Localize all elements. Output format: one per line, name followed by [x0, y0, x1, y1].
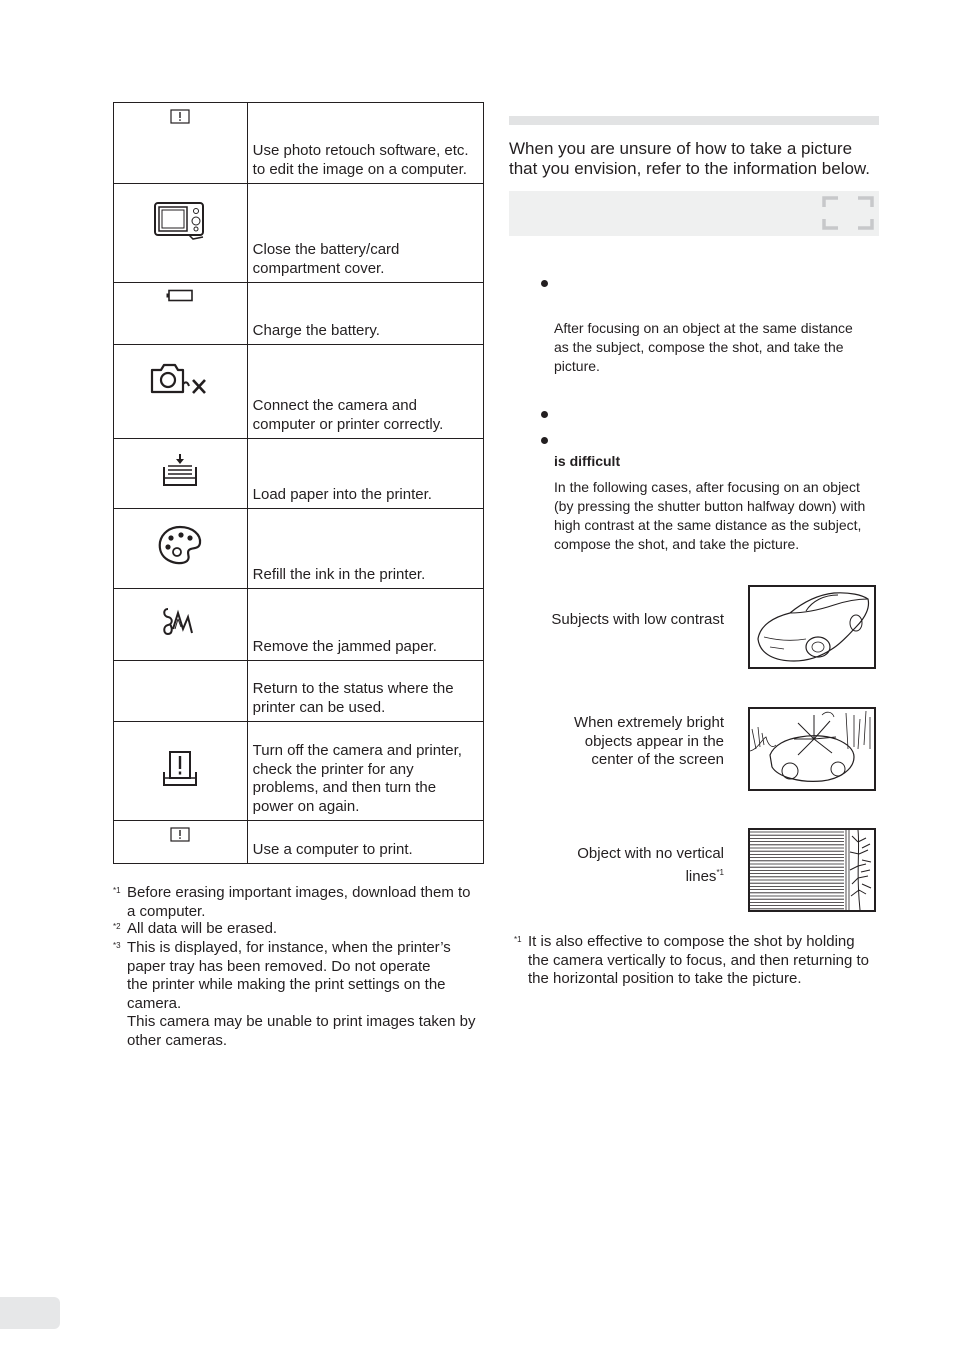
footnote-line: This camera may be unable to print images taken by — [127, 1013, 476, 1030]
icon-cell — [114, 184, 248, 283]
tip-line: (by pressing the shutter button halfway down) with — [554, 498, 866, 514]
case-caption — [551, 611, 724, 630]
exclamation-box-icon — [170, 827, 190, 842]
footnote-mark: *1 — [113, 886, 121, 895]
caption-line: lines — [685, 867, 717, 885]
footnote-mark: *1 — [514, 935, 522, 944]
footnote-line: All data will be erased. — [127, 920, 278, 937]
remedy-cell — [247, 821, 483, 864]
caption-line: Subjects with low contrast — [551, 611, 724, 628]
tip-line: high contrast at the same distance as the subject, — [554, 517, 862, 533]
footnote-line: a computer. — [127, 902, 206, 920]
footnote-body — [127, 884, 471, 921]
footnote-body — [127, 939, 487, 1050]
table-row — [114, 345, 484, 439]
footnote-line: the camera vertically to focus, and then returning to — [528, 951, 870, 969]
footnote-mark: *1 — [716, 867, 724, 877]
icon-cell — [114, 661, 248, 722]
caption-line: center of the screen — [591, 751, 724, 768]
caption-line: objects appear in the — [584, 732, 724, 750]
intro-line: that you envision, refer to the information below. — [509, 159, 870, 178]
tip-line: as the subject, compose the shot, and take the — [554, 339, 844, 355]
table-row — [114, 661, 484, 722]
icon-cell — [114, 345, 248, 439]
horizontal-lines-bamboo-illustration — [748, 828, 876, 912]
error-table — [113, 102, 484, 864]
remedy-text: Connect the camera and computer or printer correctly. — [252, 397, 444, 433]
remedy-text: Use photo retouch software, etc. to edit the image on a computer. — [252, 142, 469, 178]
remedy-text: Charge the battery. — [252, 321, 380, 339]
tip-line: compose the shot, and take the picture. — [554, 536, 800, 552]
subsection-header — [509, 191, 879, 236]
section-header-bar — [509, 116, 879, 125]
icon-cell — [114, 722, 248, 821]
table-row — [114, 439, 484, 509]
footnote-line: paper tray has been removed. Do not operate — [127, 957, 431, 975]
intro-text — [509, 139, 879, 179]
table-row — [114, 103, 484, 184]
ink-palette-icon — [157, 525, 203, 565]
remedy-cell — [247, 103, 483, 184]
remedy-cell — [247, 509, 483, 589]
remedy-cell — [247, 439, 483, 509]
remedy-text: Remove the jammed paper. — [252, 637, 437, 655]
icon-cell — [114, 821, 248, 864]
car-bright-light-illustration — [748, 707, 876, 791]
footnote-mark: *2 — [113, 922, 121, 931]
table-row — [114, 722, 484, 821]
caption-line: Object with no vertical — [577, 845, 724, 862]
bullet — [541, 437, 548, 444]
footnote-line: other cameras. — [127, 1031, 228, 1049]
bullet — [541, 280, 548, 287]
table-row — [114, 821, 484, 864]
icon-cell — [114, 103, 248, 184]
icon-cell — [114, 283, 248, 345]
printer-error-icon — [162, 750, 198, 788]
table-row — [114, 283, 484, 345]
footnote-body — [127, 920, 277, 939]
case-caption — [577, 845, 724, 886]
caption-line: When extremely bright — [573, 714, 724, 731]
page-number-tab — [0, 1297, 60, 1329]
footnote-line: the printer while making the print settings on the — [127, 976, 446, 993]
icon-cell — [114, 509, 248, 589]
table-row — [114, 184, 484, 283]
remedy-cell — [247, 722, 483, 821]
remedy-text: Refill the ink in the printer. — [252, 565, 426, 583]
footnote-line: This is displayed, for instance, when the printer’s — [127, 939, 451, 956]
table-row — [114, 509, 484, 589]
remedy-text: Use a computer to print. — [252, 840, 413, 858]
tip-line: picture. — [554, 358, 600, 374]
icon-cell — [114, 589, 248, 661]
footnote-line: Before erasing important images, download them to — [127, 884, 471, 901]
camera-card-compartment-icon — [153, 201, 207, 241]
icon-cell — [114, 439, 248, 509]
remedy-cell — [247, 345, 483, 439]
difficult-label: is difficult — [554, 453, 621, 469]
focus-frame-icon — [822, 195, 874, 231]
remedy-text: Load paper into the printer. — [252, 485, 432, 503]
table-row — [114, 589, 484, 661]
tip-line: After focusing on an object at the same distance — [554, 320, 853, 336]
footnote-line: the horizontal position to take the picture. — [528, 970, 802, 987]
footnote-body — [528, 933, 888, 989]
footnote-line: camera. — [127, 994, 182, 1012]
paper-jam-icon — [161, 607, 199, 637]
remedy-text: Turn off the camera and printer, check the printer for any problems, and then turn the power on again. — [252, 742, 462, 815]
car-low-contrast-illustration — [748, 585, 876, 669]
footnote-mark: *3 — [113, 941, 121, 950]
bullet — [541, 411, 548, 418]
case-caption — [574, 714, 724, 770]
battery-empty-icon — [166, 289, 194, 303]
difficult-tip — [554, 478, 879, 554]
remedy-text: Close the battery/card compartment cover. — [252, 241, 400, 277]
paper-tray-load-icon — [160, 453, 200, 487]
remedy-cell — [247, 661, 483, 722]
camera-disconnected-icon — [149, 362, 211, 396]
footnote-line: It is also effective to compose the shot by holding — [528, 933, 855, 950]
remedy-text: Return to the status where the printer can be used. — [252, 680, 454, 716]
focus-tip — [554, 319, 879, 376]
remedy-cell — [247, 283, 483, 345]
remedy-cell — [247, 589, 483, 661]
remedy-cell — [247, 184, 483, 283]
intro-line: When you are unsure of how to take a picture — [509, 139, 853, 158]
tip-line: In the following cases, after focusing on an object — [554, 479, 860, 495]
exclamation-box-icon — [170, 109, 190, 124]
